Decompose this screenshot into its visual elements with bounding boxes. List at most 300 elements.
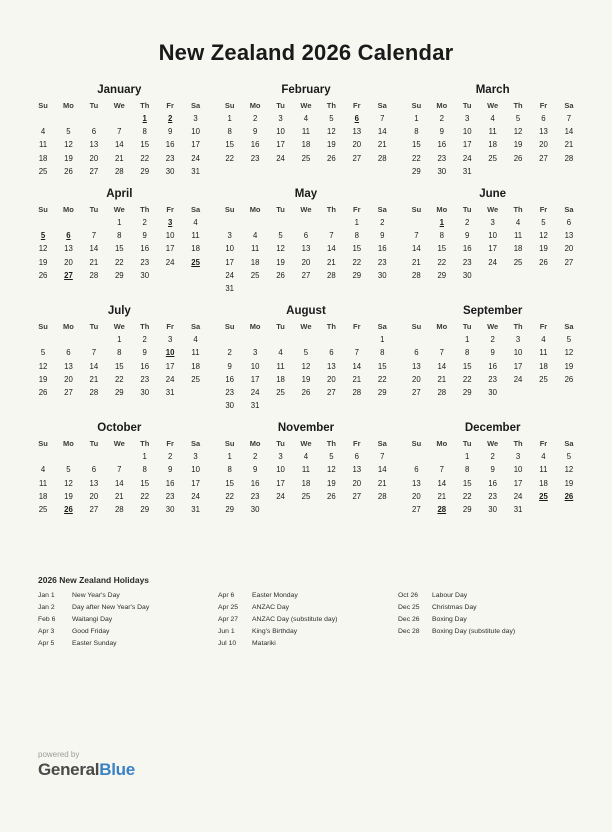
holiday-name: King's Birthday bbox=[252, 627, 298, 635]
day-cell: 21 bbox=[89, 257, 99, 267]
day-cell: 8 bbox=[227, 465, 232, 475]
day-cell: 26 bbox=[301, 387, 311, 397]
day-cell-empty bbox=[81, 216, 106, 229]
day-cell-empty bbox=[404, 216, 429, 229]
day-cell: 19 bbox=[327, 478, 336, 488]
day-cell: 12 bbox=[64, 140, 73, 150]
day-cell: 7 bbox=[117, 465, 122, 475]
day-cell: 4 bbox=[193, 218, 198, 228]
holiday-date: Jan 2 bbox=[38, 603, 55, 611]
day-cell: 17 bbox=[191, 478, 200, 488]
day-cell-empty bbox=[56, 333, 81, 346]
day-cell: 20 bbox=[89, 153, 99, 163]
holiday-name: Waitangi Day bbox=[72, 615, 113, 623]
day-cell: 2 bbox=[142, 218, 147, 228]
weekday-header: Th bbox=[140, 322, 150, 332]
day-cell: 1 bbox=[117, 335, 122, 345]
day-cell-empty bbox=[56, 112, 81, 125]
holiday-entry bbox=[218, 629, 398, 636]
day-cell: 1 bbox=[414, 114, 419, 124]
week-row bbox=[30, 450, 208, 463]
day-cell: 20 bbox=[327, 374, 336, 384]
day-cell: 28 bbox=[327, 270, 336, 280]
day-cell: 8 bbox=[465, 348, 470, 358]
holiday-name: Labour Day bbox=[432, 592, 468, 599]
day-cell: 25 bbox=[38, 505, 48, 515]
weekday-header: Su bbox=[411, 101, 422, 110]
holiday-entry bbox=[38, 641, 218, 648]
day-cell: 20 bbox=[89, 491, 99, 501]
weekday-header: Mo bbox=[249, 322, 261, 332]
day-cell: 13 bbox=[564, 231, 574, 241]
day-cell: 5 bbox=[66, 465, 71, 475]
day-cell: 8 bbox=[142, 465, 147, 475]
day-cell: 14 bbox=[89, 244, 99, 254]
day-cell: 23 bbox=[462, 257, 472, 267]
day-cell: 11 bbox=[488, 127, 497, 137]
day-cell: 4 bbox=[541, 335, 546, 345]
day-cell: 7 bbox=[91, 348, 97, 358]
day-cell: 24 bbox=[276, 153, 285, 163]
weekday-header: Tu bbox=[276, 439, 285, 449]
weekday-header: Sa bbox=[377, 322, 387, 332]
day-cell: 16 bbox=[250, 140, 260, 150]
week-row bbox=[217, 386, 395, 399]
weekday-header: We bbox=[487, 101, 499, 110]
holiday-entry bbox=[218, 617, 398, 624]
week-row bbox=[404, 242, 582, 255]
week-row bbox=[404, 503, 582, 516]
day-cell: 24 bbox=[462, 153, 472, 163]
day-cell: 16 bbox=[225, 374, 235, 384]
day-cell: 9 bbox=[490, 465, 495, 475]
day-cell: 16 bbox=[165, 140, 175, 150]
day-cell-empty bbox=[81, 333, 106, 346]
day-cell-empty bbox=[480, 165, 505, 178]
day-cell-empty bbox=[242, 333, 267, 346]
day-cell: 3 bbox=[193, 114, 198, 124]
weekday-header: Su bbox=[411, 322, 422, 332]
day-cell: 18 bbox=[191, 244, 200, 254]
day-cell: 25 bbox=[539, 374, 548, 384]
day-cell: 9 bbox=[252, 127, 258, 137]
day-cell: 23 bbox=[488, 374, 497, 384]
day-cell: 6 bbox=[66, 348, 71, 358]
day-cell: 14 bbox=[89, 361, 99, 371]
day-cell: 10 bbox=[250, 361, 260, 371]
day-cell: 22 bbox=[462, 374, 472, 384]
day-cell: 19 bbox=[276, 257, 285, 267]
day-cell-empty bbox=[107, 450, 132, 463]
day-cell: 27 bbox=[64, 387, 73, 397]
weekday-header: We bbox=[300, 101, 312, 110]
day-cell: 25 bbox=[250, 270, 260, 280]
day-cell: 12 bbox=[513, 127, 523, 137]
day-cell: 24 bbox=[513, 491, 523, 501]
weekday-header: Mo bbox=[249, 204, 261, 214]
weekday-header-row bbox=[217, 321, 395, 333]
day-cell: 21 bbox=[114, 153, 124, 163]
day-cell: 7 bbox=[439, 465, 444, 475]
day-cell: 15 bbox=[114, 361, 124, 371]
holiday-date: Apr 6 bbox=[218, 592, 235, 599]
week-row bbox=[217, 359, 395, 372]
day-cell: 14 bbox=[377, 127, 387, 137]
weekday-header: We bbox=[113, 204, 125, 214]
day-cell: 22 bbox=[140, 153, 150, 163]
day-cell: 14 bbox=[437, 361, 447, 371]
day-cell: 27 bbox=[412, 387, 421, 397]
day-cell-empty bbox=[293, 216, 318, 229]
holiday-name: Christmas Day bbox=[432, 603, 477, 611]
day-cell: 31 bbox=[165, 387, 175, 397]
day-cell: 4 bbox=[303, 452, 309, 462]
weekday-header: Sa bbox=[191, 439, 201, 449]
day-cell-empty bbox=[556, 269, 581, 282]
week-row bbox=[217, 490, 395, 503]
day-cell: 13 bbox=[89, 140, 99, 150]
day-cell: 22 bbox=[225, 491, 235, 501]
week-row bbox=[217, 450, 395, 463]
day-cell: 26 bbox=[38, 270, 48, 280]
weekday-header: Mo bbox=[63, 101, 74, 110]
day-cell: 16 bbox=[250, 478, 260, 488]
day-cell-empty bbox=[556, 503, 581, 516]
weekday-header: Sa bbox=[377, 204, 387, 214]
day-cell: 26 bbox=[64, 166, 73, 176]
day-cell: 6 bbox=[329, 348, 334, 358]
weekday-header: Mo bbox=[63, 204, 74, 214]
day-cell: 2 bbox=[439, 114, 444, 124]
week-row bbox=[30, 333, 208, 346]
holidays-column bbox=[38, 593, 218, 653]
week-row bbox=[217, 333, 395, 346]
day-cell: 5 bbox=[66, 127, 71, 137]
day-cell: 24 bbox=[513, 374, 523, 384]
weekday-header: Su bbox=[411, 204, 422, 214]
day-cell-empty bbox=[183, 269, 208, 282]
day-cell: 16 bbox=[140, 361, 150, 371]
weekday-header: Sa bbox=[191, 101, 201, 110]
weekday-header: Th bbox=[326, 204, 336, 214]
day-cell: 15 bbox=[225, 140, 235, 150]
day-cell-empty bbox=[293, 282, 318, 295]
footer bbox=[38, 750, 135, 780]
day-cell-holiday: 6 bbox=[66, 231, 71, 241]
day-cell: 25 bbox=[513, 257, 523, 267]
day-cell: 31 bbox=[225, 283, 235, 293]
day-cell: 20 bbox=[412, 491, 421, 501]
day-cell-empty bbox=[319, 216, 344, 229]
month-block bbox=[30, 84, 208, 178]
day-cell-empty bbox=[370, 282, 395, 295]
day-cell: 17 bbox=[462, 140, 472, 150]
holidays-title: 2026 New Zealand Holidays bbox=[38, 575, 150, 585]
day-cell: 8 bbox=[227, 127, 232, 137]
day-cell: 6 bbox=[354, 452, 359, 462]
day-cell: 18 bbox=[488, 140, 497, 150]
day-cell: 12 bbox=[276, 244, 285, 254]
day-cell: 8 bbox=[354, 231, 359, 241]
week-row bbox=[404, 269, 582, 282]
week-row bbox=[404, 386, 582, 399]
holiday-date: Jan 1 bbox=[38, 592, 55, 599]
day-cell: 18 bbox=[38, 153, 48, 163]
day-cell: 17 bbox=[165, 244, 175, 254]
day-cell: 12 bbox=[539, 231, 548, 241]
month-table bbox=[404, 438, 582, 516]
day-cell: 20 bbox=[564, 244, 574, 254]
day-cell: 22 bbox=[140, 491, 150, 501]
day-cell: 26 bbox=[38, 387, 48, 397]
holiday-date: Jul 10 bbox=[218, 639, 237, 647]
holiday-name: Boxing Day (substitute day) bbox=[432, 627, 516, 635]
week-row bbox=[30, 125, 208, 138]
day-cell: 14 bbox=[377, 465, 387, 475]
weekday-header: Fr bbox=[166, 322, 174, 332]
week-row bbox=[217, 242, 395, 255]
day-cell-holiday: 28 bbox=[437, 505, 447, 515]
weekday-header: Fr bbox=[539, 322, 548, 332]
day-cell: 16 bbox=[462, 244, 472, 254]
day-cell: 25 bbox=[38, 166, 48, 176]
day-cell: 3 bbox=[193, 452, 198, 462]
day-cell: 10 bbox=[225, 244, 235, 254]
week-row bbox=[404, 216, 582, 229]
day-cell: 9 bbox=[167, 127, 173, 137]
day-cell: 14 bbox=[352, 361, 362, 371]
week-row bbox=[217, 269, 395, 282]
day-cell: 22 bbox=[114, 257, 124, 267]
weekday-header: Su bbox=[224, 204, 235, 214]
page-title: New Zealand 2026 Calendar bbox=[158, 40, 454, 65]
day-cell: 21 bbox=[564, 140, 574, 150]
calendar-grid bbox=[26, 84, 586, 516]
day-cell: 3 bbox=[278, 114, 283, 124]
week-row bbox=[30, 503, 208, 516]
week-row bbox=[217, 282, 395, 295]
day-cell: 18 bbox=[250, 257, 260, 267]
day-cell: 20 bbox=[352, 140, 362, 150]
month-name: March bbox=[475, 84, 510, 96]
day-cell: 2 bbox=[227, 348, 232, 358]
day-cell: 8 bbox=[465, 465, 470, 475]
weekday-header: Th bbox=[140, 204, 150, 214]
day-cell: 28 bbox=[114, 166, 124, 176]
day-cell-empty bbox=[344, 333, 369, 346]
week-row bbox=[30, 242, 208, 255]
day-cell: 8 bbox=[414, 127, 419, 137]
day-cell-holiday: 26 bbox=[564, 491, 574, 501]
day-cell: 1 bbox=[227, 452, 232, 462]
day-cell: 19 bbox=[513, 140, 523, 150]
day-cell: 21 bbox=[327, 257, 336, 267]
month-block bbox=[404, 422, 582, 516]
holiday-entry bbox=[398, 605, 578, 612]
day-cell-empty bbox=[556, 386, 581, 399]
day-cell: 9 bbox=[490, 348, 495, 358]
day-cell-empty bbox=[30, 112, 55, 125]
holiday-date: Oct 26 bbox=[398, 592, 419, 599]
day-cell: 19 bbox=[38, 257, 48, 267]
month-block bbox=[30, 188, 208, 295]
day-cell: 19 bbox=[327, 140, 336, 150]
day-cell: 7 bbox=[117, 127, 122, 137]
day-cell: 3 bbox=[252, 348, 258, 358]
day-cell: 27 bbox=[327, 387, 336, 397]
day-cell: 17 bbox=[276, 478, 285, 488]
day-cell: 20 bbox=[539, 140, 548, 150]
week-row bbox=[30, 490, 208, 503]
day-cell: 6 bbox=[414, 465, 419, 475]
day-cell-holiday: 26 bbox=[64, 505, 73, 515]
day-cell: 16 bbox=[165, 478, 175, 488]
weekday-header: Sa bbox=[564, 322, 574, 332]
week-row bbox=[404, 125, 582, 138]
weekday-header: Tu bbox=[89, 322, 99, 332]
holiday-entry bbox=[398, 617, 578, 624]
day-cell-empty bbox=[217, 333, 242, 346]
day-cell: 24 bbox=[488, 257, 497, 267]
day-cell-empty bbox=[505, 269, 530, 282]
day-cell-empty bbox=[344, 282, 369, 295]
day-cell: 20 bbox=[64, 257, 73, 267]
day-cell: 1 bbox=[227, 114, 232, 124]
holiday-name: New Year's Day bbox=[72, 592, 120, 599]
day-cell: 6 bbox=[91, 465, 97, 475]
day-cell: 15 bbox=[462, 361, 472, 371]
day-cell: 20 bbox=[64, 374, 73, 384]
day-cell: 5 bbox=[329, 114, 334, 124]
day-cell: 11 bbox=[539, 465, 548, 475]
day-cell-empty bbox=[268, 503, 293, 516]
weekday-header-row bbox=[30, 321, 208, 333]
week-row bbox=[30, 477, 208, 490]
holiday-name: ANZAC Day bbox=[252, 603, 290, 611]
week-row bbox=[404, 112, 582, 125]
week-row bbox=[217, 138, 395, 151]
day-cell: 23 bbox=[165, 491, 175, 501]
week-row bbox=[404, 346, 582, 359]
weekday-header: We bbox=[113, 101, 125, 110]
weekday-header: Fr bbox=[166, 439, 174, 449]
weekday-header: Su bbox=[38, 439, 48, 449]
day-cell: 17 bbox=[488, 244, 497, 254]
day-cell: 30 bbox=[488, 387, 497, 397]
day-cell-empty bbox=[404, 333, 429, 346]
holiday-name: Easter Sunday bbox=[72, 639, 117, 647]
weekday-header: Sa bbox=[191, 322, 201, 332]
holidays-section bbox=[38, 575, 583, 653]
day-cell: 29 bbox=[140, 166, 150, 176]
day-cell: 2 bbox=[167, 452, 173, 462]
day-cell: 24 bbox=[225, 270, 235, 280]
weekday-header-row bbox=[217, 204, 395, 216]
day-cell: 19 bbox=[38, 374, 48, 384]
week-row bbox=[217, 346, 395, 359]
holiday-entry bbox=[218, 605, 398, 612]
day-cell-empty bbox=[268, 333, 293, 346]
day-cell: 30 bbox=[488, 505, 497, 515]
weekday-header: Tu bbox=[462, 204, 472, 214]
week-row bbox=[404, 165, 582, 178]
day-cell-empty bbox=[531, 269, 556, 282]
day-cell-empty bbox=[531, 165, 556, 178]
day-cell: 23 bbox=[250, 491, 260, 501]
week-row bbox=[217, 112, 395, 125]
weekday-header: Th bbox=[513, 101, 523, 110]
weekday-header: Sa bbox=[377, 439, 387, 449]
weekday-header: Mo bbox=[436, 322, 448, 332]
holiday-entry bbox=[38, 617, 218, 624]
day-cell: 8 bbox=[380, 348, 385, 358]
day-cell: 12 bbox=[64, 478, 73, 488]
holiday-entry bbox=[218, 641, 398, 648]
day-cell: 29 bbox=[462, 505, 472, 515]
day-cell: 23 bbox=[165, 153, 175, 163]
day-cell: 25 bbox=[301, 491, 311, 501]
day-cell: 3 bbox=[490, 218, 495, 228]
weekday-header: Th bbox=[326, 101, 336, 110]
day-cell-empty bbox=[268, 282, 293, 295]
holiday-date: Apr 3 bbox=[38, 627, 55, 635]
day-cell-empty bbox=[319, 399, 344, 412]
day-cell-holiday: 10 bbox=[165, 348, 175, 358]
month-name: January bbox=[97, 84, 142, 96]
day-cell: 20 bbox=[352, 478, 362, 488]
day-cell: 1 bbox=[354, 218, 359, 228]
week-row bbox=[30, 359, 208, 372]
week-row bbox=[30, 386, 208, 399]
weekday-header: Su bbox=[38, 204, 48, 214]
day-cell: 11 bbox=[251, 244, 260, 254]
weekday-header: Su bbox=[38, 322, 48, 332]
day-cell: 25 bbox=[301, 153, 311, 163]
day-cell: 10 bbox=[513, 465, 523, 475]
weekday-header: We bbox=[113, 322, 125, 332]
day-cell: 13 bbox=[301, 244, 311, 254]
weekday-header: Tu bbox=[276, 204, 285, 214]
day-cell: 19 bbox=[564, 361, 574, 371]
day-cell: 26 bbox=[564, 374, 574, 384]
day-cell: 9 bbox=[465, 231, 470, 241]
week-row bbox=[30, 112, 208, 125]
holiday-entry bbox=[218, 593, 398, 600]
day-cell-holiday: 5 bbox=[40, 231, 46, 241]
day-cell-empty bbox=[107, 112, 132, 125]
day-cell: 27 bbox=[352, 491, 362, 501]
day-cell: 10 bbox=[488, 231, 497, 241]
weekday-header: Tu bbox=[462, 322, 472, 332]
day-cell: 18 bbox=[38, 491, 48, 501]
day-cell: 28 bbox=[352, 387, 362, 397]
day-cell: 4 bbox=[541, 452, 546, 462]
month-table bbox=[404, 321, 582, 399]
day-cell-empty bbox=[370, 399, 395, 412]
weekday-header: We bbox=[487, 439, 499, 449]
weekday-header: Th bbox=[513, 439, 523, 449]
week-row bbox=[217, 463, 395, 476]
day-cell: 8 bbox=[117, 231, 122, 241]
day-cell: 24 bbox=[250, 387, 260, 397]
day-cell: 26 bbox=[327, 491, 336, 501]
day-cell: 28 bbox=[89, 270, 99, 280]
weekday-header: Tu bbox=[462, 101, 472, 110]
day-cell: 26 bbox=[327, 153, 336, 163]
day-cell: 5 bbox=[541, 218, 546, 228]
weekday-header: We bbox=[487, 322, 499, 332]
month-name: November bbox=[277, 422, 335, 435]
